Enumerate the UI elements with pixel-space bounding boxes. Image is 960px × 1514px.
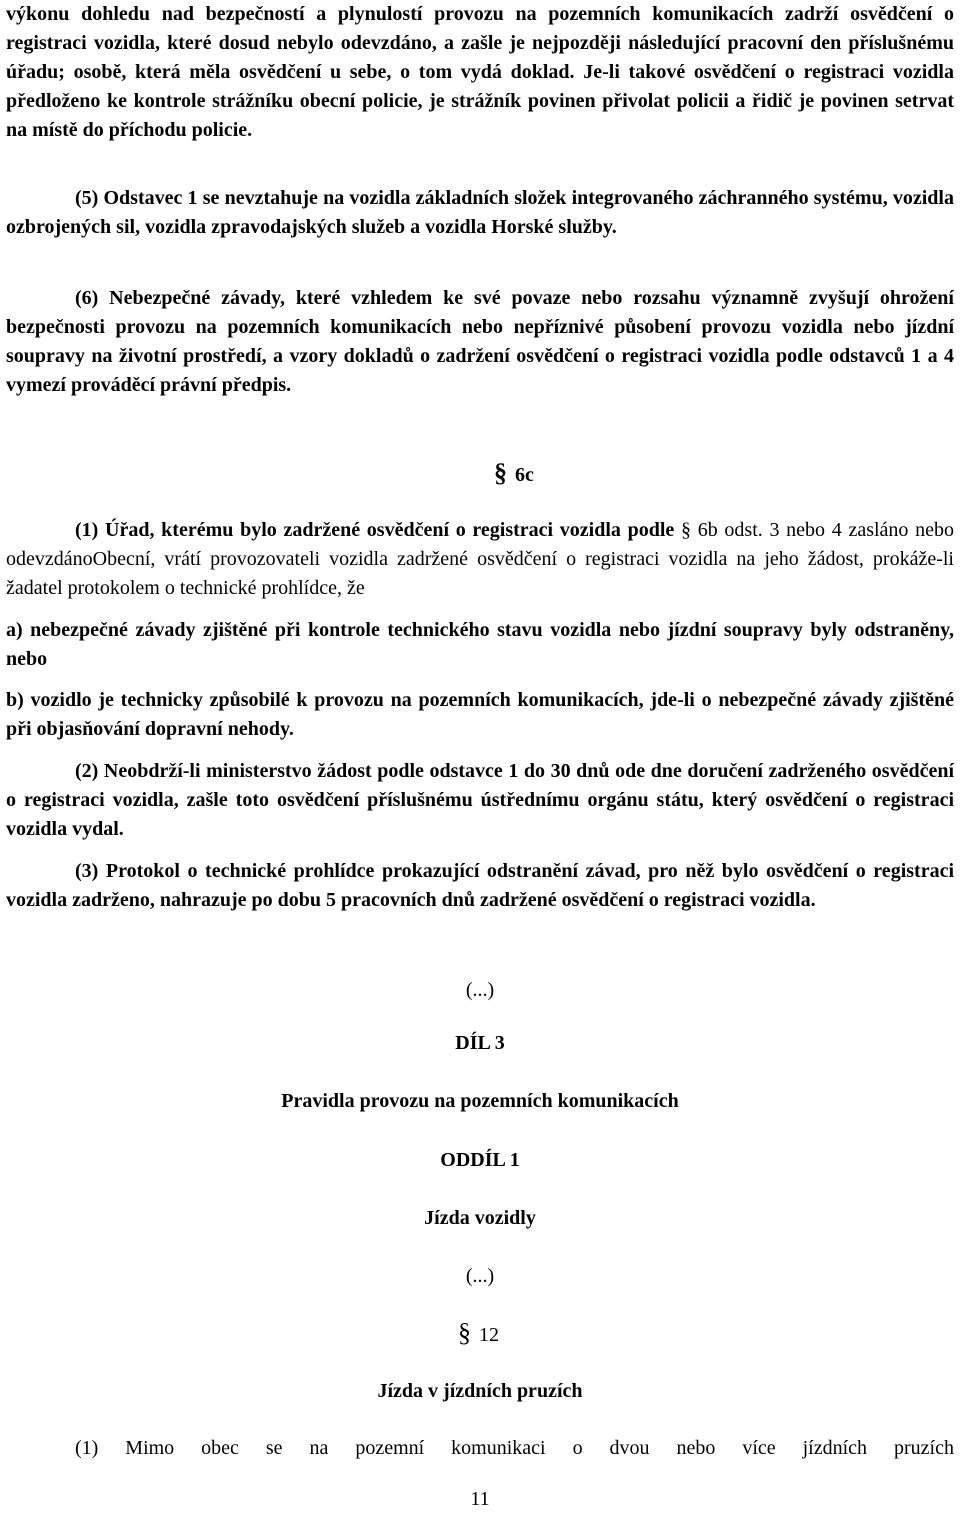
paragraph-6c-1-reference: § 6b odst. 3 nebo 4 zasláno nebo odevzdáno: [6, 519, 954, 570]
page-number: 11: [470, 1488, 490, 1510]
paragraph-6c-1-bold-part: (1) Úřad, kterému bylo zadržené osvědčení o registraci vozidla podle: [75, 519, 675, 541]
paragraph-3: (3) Protokol o technické prohlídce prokazující odstranění závad, pro něž bylo osvědčení o registraci vozidla zadrženo, nahrazuje po dobu 5 pracovních dnů zadržené osvědčení o registraci vozidla.: [6, 860, 954, 911]
section-6c-heading: [494, 458, 554, 490]
division-title: Jízda vozidly: [424, 1207, 536, 1229]
ellipsis-1: (...): [465, 979, 495, 1001]
section-12-title: Jízda v jízdních pruzích: [377, 1380, 583, 1402]
paragraph-6c-1: [6, 516, 954, 603]
part-heading: DÍL 3: [455, 1032, 505, 1054]
ellipsis-2: (...): [465, 1265, 495, 1287]
paragraph-6c-1-rest: Obecní, vrátí provozovateli vozidla zadržené osvědčení o registraci vozidla na jeho žádost, prokáže-li žadatel protokolem o technické prohlídce, že: [6, 548, 954, 599]
paragraph-6: (6) Nebezpečné závady, které vzhledem ke své povaze nebo rozsahu významně zvyšují ohrožení bezpečnosti provozu na pozemních komunikacích nebo nepříznivé působení provozu vozidla nebo jízdní soupravy na životní prostředí, a vzory dokladů o zadržení osvědčení o registraci vozidla podle odstavců 1 a 4 vymezí prováděcí právní předpis.: [6, 287, 954, 396]
section-symbol-12: §: [458, 1318, 471, 1347]
section-number-12: 12: [479, 1324, 499, 1346]
division-heading: ODDÍL 1: [440, 1149, 520, 1171]
section-number-6c: 6c: [515, 464, 534, 486]
section-12-heading: [458, 1318, 538, 1350]
paragraph-b: b) vozidlo je technicky způsobilé k provozu na pozemních komunikacích, jde-li o nebezpečné závady zjištěné při objasňování dopravní nehody.: [6, 689, 954, 740]
section-symbol-6c: §: [494, 458, 507, 487]
paragraph-intro: výkonu dohledu nad bezpečností a plynulostí provozu na pozemních komunikacích zadrží osvědčení o registraci vozidla, které dosud nebylo odevzdáno, a zašle je nejpozději následující pracovní den příslušnému úřadu; osobě, která měla osvědčení u sebe, o tom vydá doklad. Je-li takové osvědčení o registraci vozidla předloženo ke kontrole strážníku obecní policie, je strážník povinen přivolat policii a řidič je povinen setrvat na místě do příchodu policie.: [6, 3, 954, 141]
part-title: Pravidla provozu na pozemních komunikacích: [281, 1090, 679, 1112]
paragraph-5: (5) Odstavec 1 se nevztahuje na vozidla základních složek integrovaného záchranného systému, vozidla ozbrojených sil, vozidla zpravodajských služeb a vozidla Horské služby.: [6, 187, 954, 238]
paragraph-12-1: (1) Mimo obec se na pozemní komunikaci o dvou nebo více jízdních pruzích: [75, 1437, 954, 1459]
paragraph-2: (2) Neobdrží-li ministerstvo žádost podle odstavce 1 do 30 dnů ode dne doručení zadrženého osvědčení o registraci vozidla, zašle toto osvědčení příslušnému ústřednímu orgánu státu, který osvědčení o registraci vozidla vydal.: [6, 760, 954, 840]
paragraph-a: a) nebezpečné závady zjištěné při kontrole technického stavu vozidla nebo jízdní soupravy byly odstraněny, nebo: [6, 619, 954, 670]
